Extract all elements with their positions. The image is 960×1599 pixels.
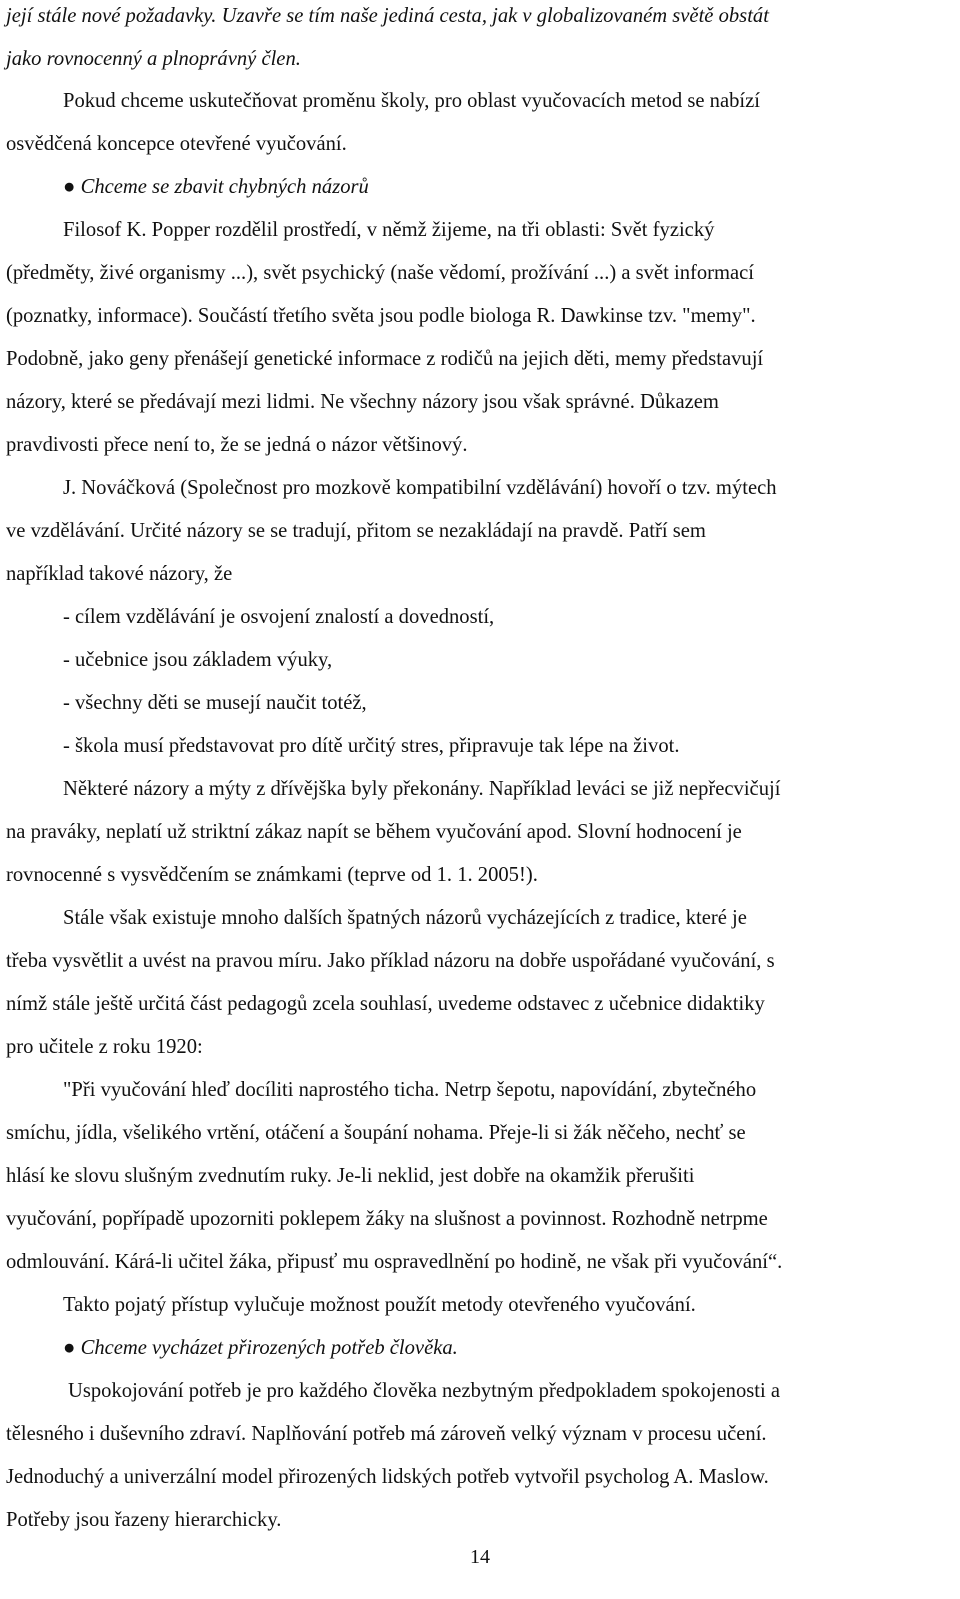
text-line: Jednoduchý a univerzální model přirozených lidských potřeb vytvořil psycholog A. Maslow. [6, 1466, 769, 1488]
text-line: Stále však existuje mnoho dalších špatných názorů vycházejících z tradice, které je [63, 907, 747, 929]
quote-line: smíchu, jídla, všelikého vrtění, otáčení a šoupání nohama. Přeje-li si žák něčeho, nechť se [6, 1122, 746, 1144]
text-line: osvědčená koncepce otevřené vyučování. [6, 133, 347, 155]
quote-line: vyučování, popřípadě upozorniti poklepem žáky na slušnost a povinnost. Rozhodně netrpme [6, 1208, 768, 1230]
page-number: 14 [470, 1546, 490, 1568]
text-line: Podobně, jako geny přenášejí genetické informace z rodičů na jejich děti, memy představují [6, 348, 764, 370]
section-bullet-heading: ● Chceme se zbavit chybných názorů [63, 176, 369, 198]
quote-line: odmlouvání. Kárá-li učitel žáka, připusť mu ospravedlnění po hodině, ne však při vyučování“. [6, 1251, 783, 1273]
text-line: Některé názory a mýty z dřívějška byly překonány. Například leváci se již nepřecvičují [63, 778, 781, 800]
text-line: například takové názory, že [6, 563, 233, 585]
quote-line: hlásí ke slovu slušným zvednutím ruky. Je-li neklid, jest dobře na okamžik přerušiti [6, 1165, 695, 1187]
text-line: rovnocenné s vysvědčením se známkami (teprve od 1. 1. 2005!). [6, 864, 538, 886]
text-line: tělesného i duševního zdraví. Naplňování potřeb má zároveň velký význam v procesu učení. [6, 1423, 767, 1445]
text-line: názory, které se předávají mezi lidmi. Ne všechny názory jsou však správné. Důkazem [6, 391, 719, 413]
text-line: (předměty, živé organismy ...), svět psychický (naše vědomí, prožívání ...) a svět informací [6, 262, 755, 284]
text-line: její stále nové požadavky. Uzavře se tím naše jediná cesta, jak v globalizovaném světě obstát [6, 5, 769, 27]
text-line: na praváky, neplatí už striktní zákaz napít se během vyučování apod. Slovní hodnocení je [6, 821, 742, 843]
text-line: ve vzdělávání. Určité názory se se tradují, přitom se nezakládají na pravdě. Patří sem [6, 520, 706, 542]
text-line: Takto pojatý přístup vylučuje možnost použít metody otevřeného vyučování. [63, 1294, 696, 1316]
text-line: pro učitele z roku 1920: [6, 1036, 203, 1058]
list-item: - učebnice jsou základem výuky, [63, 649, 333, 671]
text-line: nímž stále ještě určitá část pedagogů zcela souhlasí, uvedeme odstavec z učebnice didaktiky [6, 993, 765, 1015]
text-line: Pokud chceme uskutečňovat proměnu školy, pro oblast vyučovacích metod se nabízí [63, 90, 760, 112]
quote-line: "Při vyučování hleď docíliti naprostého ticha. Netrp šepotu, napovídání, zbytečného [63, 1079, 757, 1101]
text-line: (poznatky, informace). Součástí třetího světa jsou podle biologa R. Dawkinse tzv. "memy". [6, 305, 756, 327]
section-bullet-heading: ● Chceme vycházet přirozených potřeb člověka. [63, 1337, 458, 1359]
text-line: Filosof K. Popper rozdělil prostředí, v němž žijeme, na tři oblasti: Svět fyzický [63, 219, 715, 241]
list-item: - cílem vzdělávání je osvojení znalostí a dovedností, [63, 606, 495, 628]
text-line: třeba vysvětlit a uvést na pravou míru. Jako příklad názoru na dobře uspořádané vyučování, s [6, 950, 775, 972]
list-item: - škola musí představovat pro dítě určitý stres, připravuje tak lépe na život. [63, 735, 680, 757]
text-line: pravdivosti přece není to, že se jedná o názor většinový. [6, 434, 468, 456]
list-item: - všechny děti se musejí naučit totéž, [63, 692, 367, 714]
text-line: Potřeby jsou řazeny hierarchicky. [6, 1509, 282, 1531]
text-line: J. Nováčková (Společnost pro mozkově kompatibilní vzdělávání) hovoří o tzv. mýtech [63, 477, 777, 499]
text-line: jako rovnocenný a plnoprávný člen. [6, 48, 301, 70]
text-line: Uspokojování potřeb je pro každého člověka nezbytným předpokladem spokojenosti a [68, 1380, 781, 1402]
